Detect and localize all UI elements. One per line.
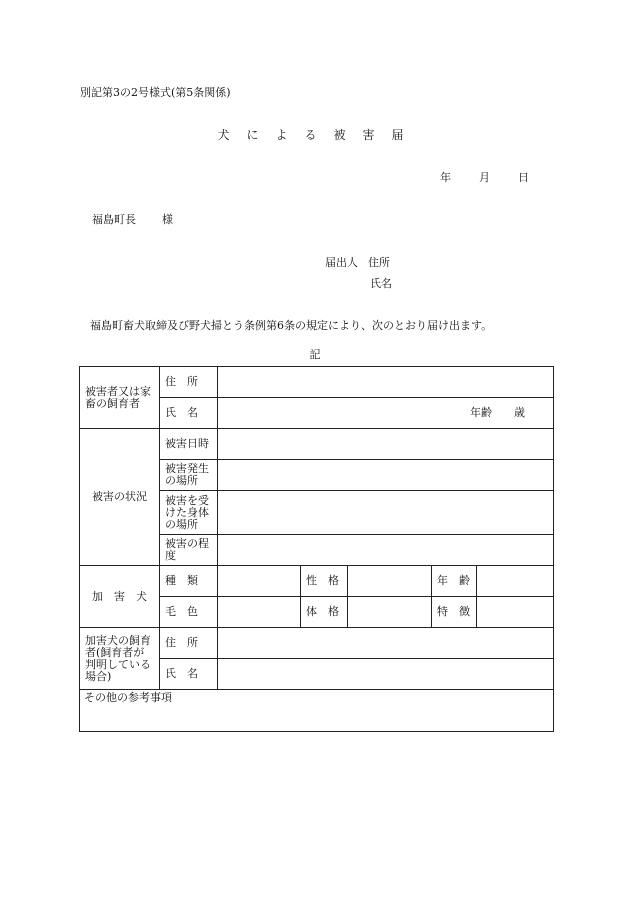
owner-section-label: 加害犬の飼育者(飼育者が判明している場合)	[80, 628, 160, 690]
dog-color-label: 毛 色	[160, 597, 218, 628]
damage-body-value[interactable]	[218, 491, 554, 535]
dog-row-1	[80, 566, 554, 597]
other-notes[interactable]: その他の参考事項	[80, 690, 554, 732]
owner-address-label: 住 所	[160, 628, 218, 659]
date-year: 年	[440, 171, 451, 184]
form-number: 別記第3の2号様式(第5条関係)	[80, 86, 231, 99]
body-text: 福島町畜犬取締及び野犬掃とう条例第6条の規定により、次のとおり届け出ます。	[90, 319, 493, 332]
damage-extent-value[interactable]	[218, 535, 554, 566]
damage-datetime-label: 被害日時	[160, 429, 218, 460]
dog-features-value[interactable]	[477, 597, 554, 628]
owner-address-value[interactable]	[218, 628, 554, 659]
dog-sex-value[interactable]	[348, 566, 432, 597]
dog-color-value[interactable]	[218, 597, 301, 628]
victim-section-label: 被害者又は家畜の飼育者	[80, 367, 160, 429]
victim-age-unit: 歳	[514, 406, 526, 419]
victim-address-value[interactable]	[218, 367, 554, 398]
victim-name-label: 氏 名	[160, 398, 218, 429]
notifier-name-label: 氏名	[370, 277, 392, 290]
date-line	[440, 169, 529, 185]
date-day: 日	[518, 171, 529, 184]
dog-build-label: 体 格	[301, 597, 348, 628]
dog-breed-value[interactable]	[218, 566, 301, 597]
addressee-name: 福島町長	[92, 213, 136, 226]
dog-build-value[interactable]	[348, 597, 432, 628]
other-row	[80, 690, 554, 732]
dog-breed-label: 種 類	[160, 566, 218, 597]
victim-address-label: 住 所	[160, 367, 218, 398]
notifier-address-label: 住所	[368, 256, 390, 269]
addressee	[92, 211, 173, 227]
damage-body-label: 被害を受けた身体の場所	[160, 491, 218, 535]
damage-extent-label: 被害の程度	[160, 535, 218, 566]
victim-address-row	[80, 367, 554, 398]
damage-datetime-value[interactable]	[218, 429, 554, 460]
notifier-address	[325, 254, 390, 270]
damage-place-value[interactable]	[218, 460, 554, 491]
owner-address-row	[80, 628, 554, 659]
victim-age-label: 年齢	[470, 406, 493, 419]
owner-name-label: 氏 名	[160, 659, 218, 690]
dog-features-label: 特 徴	[432, 597, 477, 628]
document-title: 犬による被害届	[217, 128, 421, 142]
dog-age-value[interactable]	[477, 566, 554, 597]
date-month: 月	[479, 171, 490, 184]
report-table	[79, 366, 554, 732]
victim-name-value[interactable]	[218, 398, 554, 429]
damage-section-label: 被害の状況	[80, 429, 160, 566]
ki-label: 記	[309, 348, 321, 361]
owner-name-value[interactable]	[218, 659, 554, 690]
dog-section-label: 加 害 犬	[80, 566, 160, 628]
notifier-label: 届出人	[325, 256, 358, 269]
dog-age-label: 年 齢	[432, 566, 477, 597]
damage-datetime-row	[80, 429, 554, 460]
dog-sex-label: 性 格	[301, 566, 348, 597]
addressee-honorific: 様	[162, 213, 173, 226]
damage-place-label: 被害発生の場所	[160, 460, 218, 491]
